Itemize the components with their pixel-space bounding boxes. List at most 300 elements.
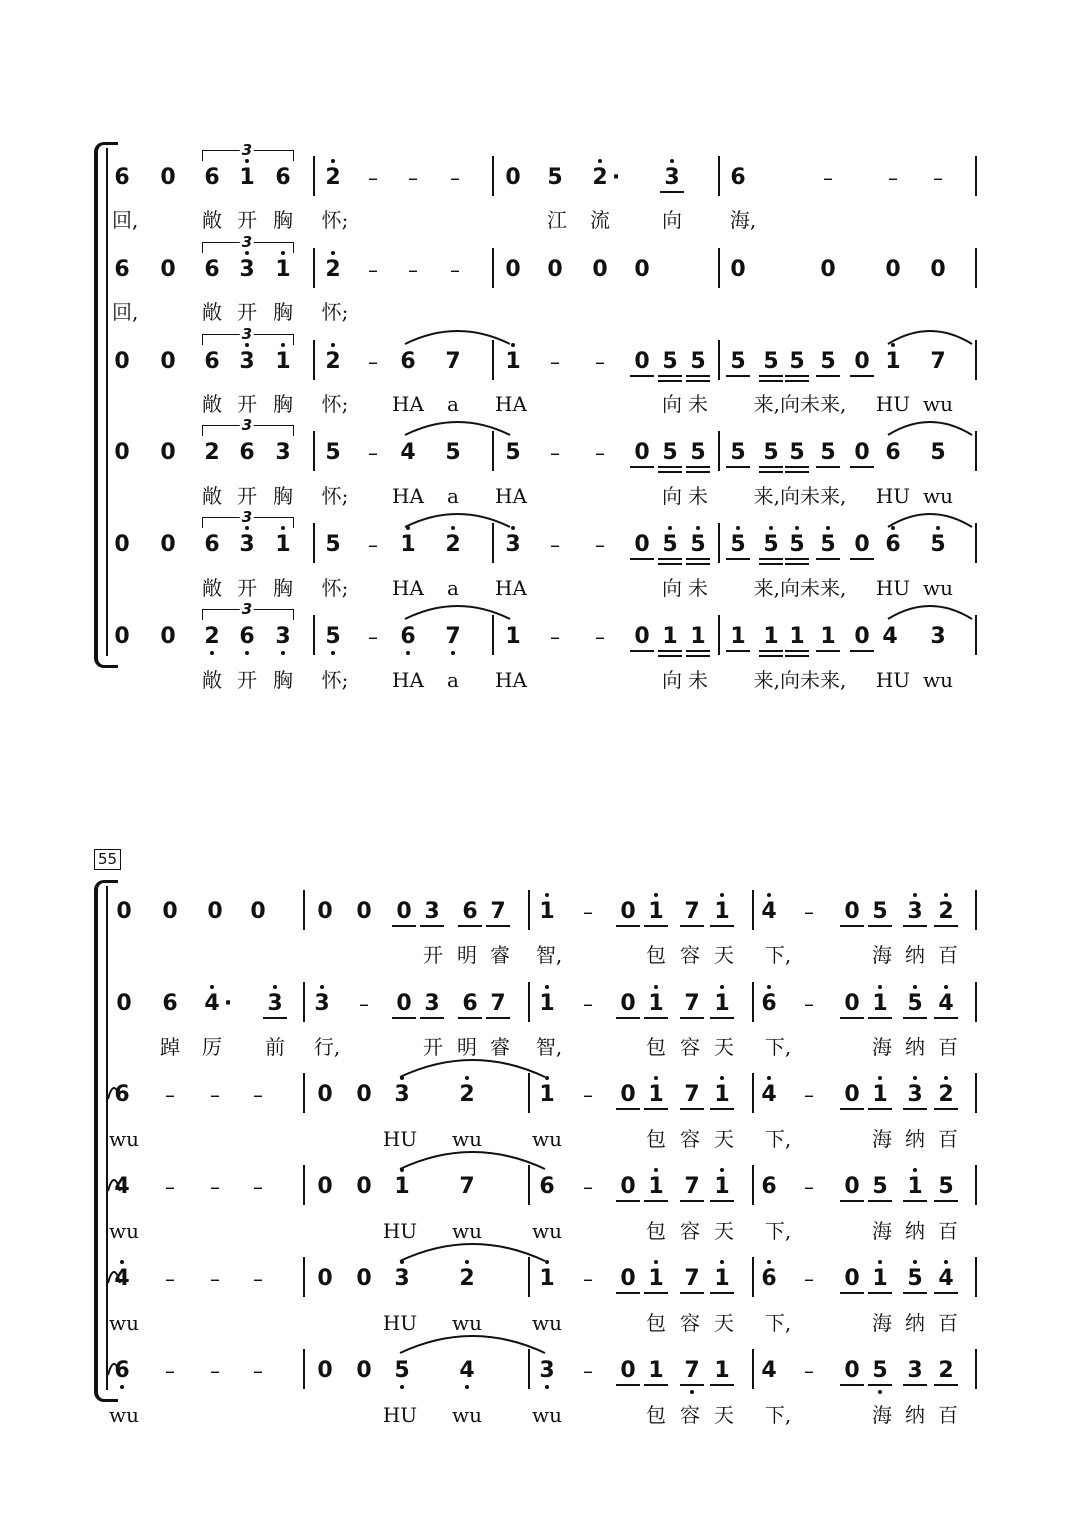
lyric-syllable: 胸: [273, 668, 293, 692]
slur: [400, 1336, 545, 1353]
lyric-syllable: wu: [109, 1311, 139, 1335]
note: 5: [325, 624, 341, 649]
sustain-dash: –: [165, 1083, 175, 1107]
triplet-number: 3: [241, 508, 253, 526]
lyric-syllable: wu: [532, 1403, 562, 1427]
note: 4: [459, 1358, 475, 1383]
lyric-syllable: wu: [923, 484, 953, 508]
note: 3: [239, 532, 255, 557]
lyric-syllable: 怀;: [321, 484, 349, 508]
note: 6: [539, 1174, 555, 1199]
slur: [888, 422, 972, 435]
note: 2: [325, 165, 341, 190]
note: 5: [325, 532, 341, 557]
note: 4: [761, 1082, 777, 1107]
note: 2: [938, 1082, 954, 1107]
lyric-syllable: 纳: [905, 1035, 925, 1059]
note: 7: [490, 899, 506, 924]
lyric-syllable: 敞: [202, 208, 222, 232]
note: 6: [761, 1174, 777, 1199]
lyric-syllable: 海: [872, 1127, 892, 1151]
note: 5: [730, 532, 746, 557]
note: 3: [907, 1082, 923, 1107]
lyric-syllable: 百: [938, 943, 958, 967]
note: 5: [394, 1358, 410, 1383]
note: 4: [761, 899, 777, 924]
note: 6: [114, 1358, 130, 1383]
note: 6: [114, 165, 130, 190]
note: 1: [275, 349, 291, 374]
sustain-dash: –: [253, 1175, 263, 1199]
lyric-syllable: a: [447, 392, 459, 416]
lyric-syllable: HA: [495, 668, 527, 692]
sustain-dash: –: [210, 1267, 220, 1291]
lyric-syllable: 回,: [112, 208, 139, 232]
lyric-syllable: 包: [646, 1035, 666, 1059]
lyric-syllable: 海,: [729, 208, 757, 232]
note: 1: [714, 899, 730, 924]
lyric-syllable: HA: [495, 484, 527, 508]
lyric-syllable: 胸: [273, 484, 293, 508]
lyric-syllable: HA: [392, 392, 424, 416]
sustain-dash: –: [368, 441, 378, 465]
lyric-syllable: wu: [109, 1219, 139, 1243]
lyric-syllable: 未: [688, 668, 708, 692]
lyric-syllable: 怀;: [321, 668, 349, 692]
sustain-dash: –: [804, 1083, 814, 1107]
note: 6: [275, 165, 291, 190]
lyric-syllable: 开: [237, 484, 257, 508]
triplet-number: 3: [241, 325, 253, 343]
note: 0: [396, 991, 412, 1016]
note: 0: [160, 440, 176, 465]
note: 6: [239, 624, 255, 649]
note: 0: [356, 1358, 372, 1383]
note: 6: [239, 440, 255, 465]
slur: [108, 1272, 120, 1283]
note: 7: [930, 349, 946, 374]
note: 1: [394, 1174, 410, 1199]
lyric-syllable: 纳: [905, 1311, 925, 1335]
lyric-syllable: wu: [532, 1127, 562, 1151]
lyric-syllable: 向: [662, 208, 682, 232]
lyric-syllable: 开: [237, 668, 257, 692]
sustain-dash: –: [595, 441, 605, 465]
sustain-dash: –: [550, 533, 560, 557]
lyric-syllable: wu: [923, 392, 953, 416]
note: 0: [114, 440, 130, 465]
lyric-syllable: 天: [714, 1035, 734, 1059]
note: 6: [400, 624, 416, 649]
lyric-syllable: wu: [923, 576, 953, 600]
note: 7: [684, 991, 700, 1016]
note: 7: [684, 1174, 700, 1199]
lyric-syllable: 敞: [202, 484, 222, 508]
lyric-syllable: 流: [590, 208, 610, 232]
note: 0: [592, 257, 608, 282]
note: 2: [592, 165, 608, 190]
lyric-syllable: HA: [392, 668, 424, 692]
note: 2: [204, 440, 220, 465]
note: 0: [114, 349, 130, 374]
note: 5: [445, 440, 461, 465]
lyric-syllable: 纳: [905, 1219, 925, 1243]
lyric-syllable: 百: [938, 1127, 958, 1151]
note: 5: [789, 349, 805, 374]
lyric-syllable: HA: [392, 484, 424, 508]
slur: [108, 1180, 120, 1191]
note: 0: [116, 991, 132, 1016]
slur: [405, 331, 510, 344]
lyric-syllable: HU: [875, 484, 911, 508]
lyric-syllable: 敞: [202, 576, 222, 600]
triplet-number: 3: [241, 600, 253, 618]
note: 5: [690, 532, 706, 557]
lyric-syllable: 开: [237, 300, 257, 324]
slur: [400, 1244, 545, 1261]
note: 0: [634, 257, 650, 282]
sustain-dash: –: [804, 1267, 814, 1291]
lyric-syllable: 胸: [273, 208, 293, 232]
lyric-syllable: HU: [875, 576, 911, 600]
note: 6: [462, 899, 478, 924]
lyric-syllable: 容: [680, 1311, 700, 1335]
note: 5: [938, 1174, 954, 1199]
note: 5: [872, 899, 888, 924]
sustain-dash: –: [595, 533, 605, 557]
note: 5: [872, 1358, 888, 1383]
lyric-syllable: 百: [938, 1403, 958, 1427]
note: 4: [204, 991, 220, 1016]
lyric-syllable: a: [447, 576, 459, 600]
note: 0: [547, 257, 563, 282]
note: 4: [882, 624, 898, 649]
note: 5: [690, 349, 706, 374]
lyric-syllable: 开: [237, 576, 257, 600]
lyric-syllable: 海: [872, 1311, 892, 1335]
note: 1: [907, 1174, 923, 1199]
note: 1: [789, 624, 805, 649]
note: 3: [267, 991, 283, 1016]
lyric-syllable: wu: [923, 668, 953, 692]
sustain-dash: –: [368, 258, 378, 282]
lyric-syllable: 百: [938, 1035, 958, 1059]
note: 0: [356, 1174, 372, 1199]
lyric-syllable: 智,: [535, 943, 563, 967]
lyric-syllable: 怀;: [321, 208, 349, 232]
note: 0: [620, 991, 636, 1016]
sustain-dash: –: [823, 166, 833, 190]
note: 0: [844, 1082, 860, 1107]
note: 0: [620, 1174, 636, 1199]
lyric-syllable: 敞: [202, 392, 222, 416]
note: 0: [317, 1082, 333, 1107]
sustain-dash: –: [804, 992, 814, 1016]
note: 5: [930, 440, 946, 465]
note: 7: [445, 624, 461, 649]
note: 0: [854, 532, 870, 557]
lyric-syllable: 厉: [202, 1035, 222, 1059]
lyric-syllable: 来,向未来,: [753, 392, 847, 416]
note: 0: [620, 1266, 636, 1291]
note: 4: [938, 991, 954, 1016]
note: 4: [114, 1266, 130, 1291]
note: 2: [204, 624, 220, 649]
note: 7: [684, 1266, 700, 1291]
sustain-dash: –: [253, 1083, 263, 1107]
note: 0: [854, 440, 870, 465]
note: 5: [763, 440, 779, 465]
lyric-syllable: HU: [382, 1219, 418, 1243]
note: 0: [317, 899, 333, 924]
note: 5: [820, 440, 836, 465]
note: 0: [820, 257, 836, 282]
note: 4: [400, 440, 416, 465]
lyric-syllable: 向: [662, 392, 682, 416]
sustain-dash: –: [804, 900, 814, 924]
lyric-syllable: HA: [392, 576, 424, 600]
note: 7: [684, 1358, 700, 1383]
lyric-syllable: 怀;: [321, 392, 349, 416]
lyric-syllable: 开: [237, 392, 257, 416]
sustain-dash: –: [595, 350, 605, 374]
note: 2: [938, 899, 954, 924]
lyric-syllable: 包: [646, 1311, 666, 1335]
sustain-dash: –: [888, 166, 898, 190]
note: 1: [239, 165, 255, 190]
note: 5: [820, 532, 836, 557]
lyric-syllable: 下,: [764, 1035, 792, 1059]
note: 0: [505, 165, 521, 190]
note: 2: [445, 532, 461, 557]
note: 5: [763, 349, 779, 374]
triplet-number: 3: [241, 141, 253, 159]
sustain-dash: –: [210, 1175, 220, 1199]
lyric-syllable: 未: [688, 484, 708, 508]
sustain-dash: –: [583, 1359, 593, 1383]
lyric-syllable: 百: [938, 1311, 958, 1335]
lyric-syllable: 明: [457, 1035, 477, 1059]
slur: [400, 1060, 545, 1077]
lyric-syllable: wu: [452, 1311, 482, 1335]
note: 0: [634, 349, 650, 374]
lyric-syllable: 海: [872, 1219, 892, 1243]
note: 0: [160, 624, 176, 649]
lyric-syllable: 未: [688, 392, 708, 416]
sustain-dash: –: [368, 350, 378, 374]
note: 3: [394, 1082, 410, 1107]
note: 3: [539, 1358, 555, 1383]
note: 1: [275, 532, 291, 557]
note: 0: [160, 165, 176, 190]
note: 2: [459, 1082, 475, 1107]
lyric-syllable: 怀;: [321, 300, 349, 324]
sustain-dash: –: [359, 992, 369, 1016]
note: 5: [730, 440, 746, 465]
note: 1: [539, 1082, 555, 1107]
note: 1: [872, 991, 888, 1016]
sustain-dash: –: [165, 1267, 175, 1291]
lyric-syllable: 怀;: [321, 576, 349, 600]
lyric-syllable: 容: [680, 1403, 700, 1427]
note: 0: [114, 624, 130, 649]
note: 3: [275, 440, 291, 465]
note: 1: [648, 899, 664, 924]
triplet-number: 3: [241, 416, 253, 434]
note: 0: [162, 899, 178, 924]
lyric-syllable: 天: [714, 1219, 734, 1243]
lyric-syllable: 来,向未来,: [753, 576, 847, 600]
note: 5: [820, 349, 836, 374]
note: 7: [490, 991, 506, 1016]
slur: [108, 1364, 120, 1375]
lyric-syllable: 包: [646, 943, 666, 967]
lyric-syllable: a: [447, 484, 459, 508]
lyric-syllable: 胸: [273, 300, 293, 324]
note: 6: [885, 532, 901, 557]
lyric-syllable: HU: [382, 1403, 418, 1427]
note: 0: [634, 532, 650, 557]
note: 6: [162, 991, 178, 1016]
lyric-syllable: wu: [532, 1311, 562, 1335]
note: 5: [547, 165, 563, 190]
lyric-syllable: 敞: [202, 668, 222, 692]
note: 0: [844, 899, 860, 924]
note: 1: [763, 624, 779, 649]
lyric-syllable: 敞: [202, 300, 222, 324]
note: 0: [317, 1266, 333, 1291]
note: 6: [761, 991, 777, 1016]
lyric-syllable: 睿: [490, 1035, 510, 1059]
sustain-dash: –: [210, 1359, 220, 1383]
lyric-syllable: wu: [109, 1403, 139, 1427]
note: 5: [907, 991, 923, 1016]
lyric-syllable: 行,: [313, 1035, 341, 1059]
sustain-dash: –: [165, 1359, 175, 1383]
note: 1: [714, 1174, 730, 1199]
lyric-syllable: 海: [872, 1403, 892, 1427]
lyric-syllable: 容: [680, 943, 700, 967]
note: 1: [400, 532, 416, 557]
note: 5: [872, 1174, 888, 1199]
lyric-syllable: 百: [938, 1219, 958, 1243]
sustain-dash: –: [408, 166, 418, 190]
lyric-syllable: 天: [714, 943, 734, 967]
slur: [405, 514, 510, 527]
lyric-syllable: HA: [495, 576, 527, 600]
note: 3: [930, 624, 946, 649]
lyric-syllable: 开: [423, 943, 443, 967]
note: 5: [789, 440, 805, 465]
lyric-syllable: 海: [872, 943, 892, 967]
sustain-dash: –: [550, 441, 560, 465]
note: 6: [885, 440, 901, 465]
lyric-syllable: HA: [495, 392, 527, 416]
note: 1: [714, 1082, 730, 1107]
note: 0: [356, 899, 372, 924]
note: 5: [662, 532, 678, 557]
note: 6: [400, 349, 416, 374]
lyric-syllable: wu: [532, 1219, 562, 1243]
note: 7: [459, 1174, 475, 1199]
sustain-dash: –: [253, 1359, 263, 1383]
note: 5: [662, 349, 678, 374]
sustain-dash: –: [583, 900, 593, 924]
lyric-syllable: 包: [646, 1219, 666, 1243]
note: 0: [844, 1266, 860, 1291]
note: 0: [250, 899, 266, 924]
note: 0: [854, 349, 870, 374]
lyric-syllable: 明: [457, 943, 477, 967]
note: 2: [938, 1358, 954, 1383]
note: 0: [317, 1174, 333, 1199]
lyric-syllable: wu: [452, 1219, 482, 1243]
note: 1: [648, 1082, 664, 1107]
note: 3: [424, 991, 440, 1016]
note: 0: [854, 624, 870, 649]
note: 6: [204, 165, 220, 190]
lyric-syllable: 睿: [490, 943, 510, 967]
note: ·: [223, 991, 233, 1016]
lyric-syllable: 回,: [112, 300, 139, 324]
slur: [108, 1088, 120, 1099]
note: 3: [424, 899, 440, 924]
note: 3: [907, 899, 923, 924]
lyric-syllable: 踔: [160, 1035, 180, 1059]
sustain-dash: –: [165, 1175, 175, 1199]
lyric-syllable: 开: [423, 1035, 443, 1059]
note: 5: [662, 440, 678, 465]
note: 4: [761, 1358, 777, 1383]
sustain-dash: –: [583, 1175, 593, 1199]
triplet-number: 3: [241, 233, 253, 251]
note: 1: [690, 624, 706, 649]
lyric-syllable: a: [447, 668, 459, 692]
note: 1: [648, 1174, 664, 1199]
note: 1: [505, 624, 521, 649]
note: 0: [160, 532, 176, 557]
sustain-dash: –: [408, 258, 418, 282]
slur: [405, 422, 510, 435]
note: 2: [325, 257, 341, 282]
slur: [405, 606, 510, 619]
note: 5: [505, 440, 521, 465]
lyric-syllable: 纳: [905, 943, 925, 967]
note: 0: [930, 257, 946, 282]
lyric-syllable: wu: [452, 1127, 482, 1151]
sustain-dash: –: [550, 350, 560, 374]
note: 5: [763, 532, 779, 557]
note: 1: [885, 349, 901, 374]
note: 0: [634, 624, 650, 649]
lyric-syllable: 开: [237, 208, 257, 232]
note: 3: [239, 349, 255, 374]
sustain-dash: –: [368, 166, 378, 190]
note: 3: [505, 532, 521, 557]
note: 3: [394, 1266, 410, 1291]
lyric-syllable: HU: [382, 1127, 418, 1151]
note: 1: [539, 899, 555, 924]
note: 3: [239, 257, 255, 282]
lyric-syllable: 海: [872, 1035, 892, 1059]
lyric-syllable: 容: [680, 1127, 700, 1151]
lyric-syllable: 下,: [764, 1311, 792, 1335]
note: 0: [844, 1358, 860, 1383]
note: 6: [761, 1266, 777, 1291]
note: 0: [885, 257, 901, 282]
note: 0: [844, 991, 860, 1016]
note: 1: [505, 349, 521, 374]
